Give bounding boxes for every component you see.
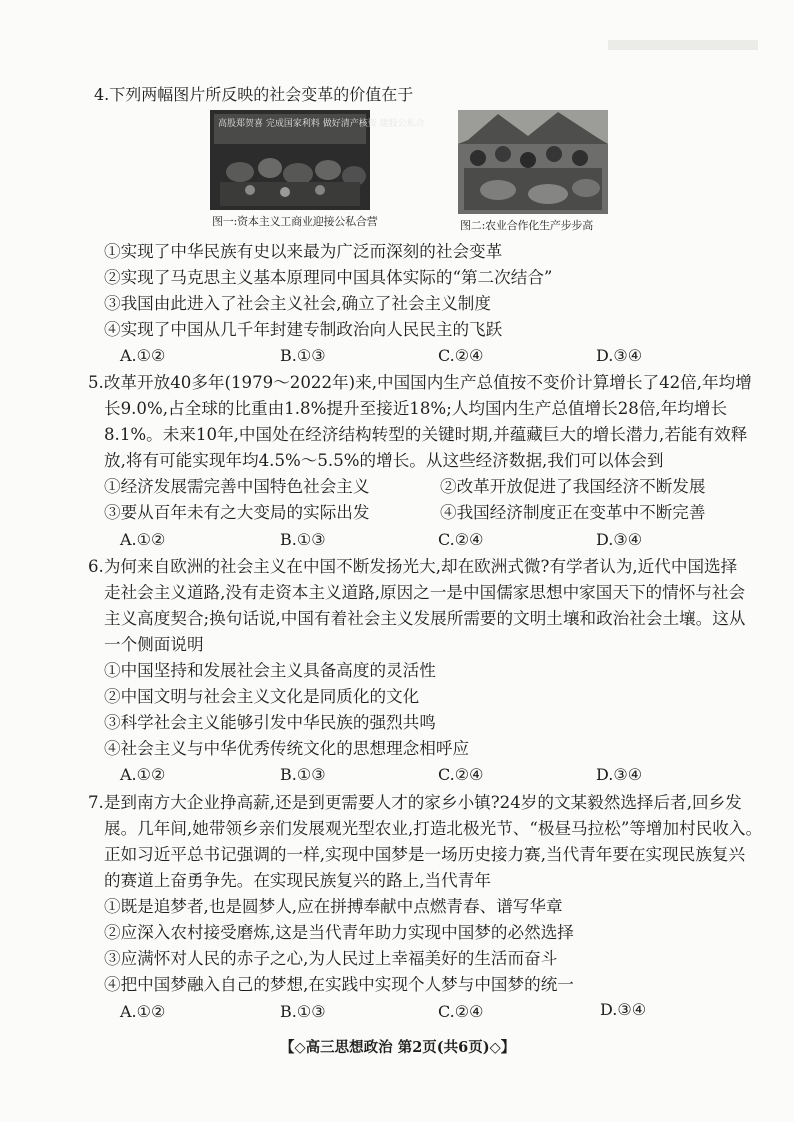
q5-choice-b: B.①③ xyxy=(280,530,326,549)
q6-option-1: ①中国坚持和发展社会主义具备高度的灵活性 xyxy=(104,661,436,680)
q6-choice-c: C.②④ xyxy=(438,765,484,784)
q6-line-2: 走社会主义道路,没有走资本主义道路,原因之一是中国儒家思想中家国天下的情怀与社会 xyxy=(104,583,746,602)
q4-option-1: ①实现了中华民族有史以来最为广泛而深刻的社会变革 xyxy=(104,242,503,261)
q5-choice-c: C.②④ xyxy=(438,530,484,549)
q7-choice-c: C.②④ xyxy=(438,1002,484,1021)
q6-choice-b: B.①③ xyxy=(280,765,326,784)
q6-option-3: ③科学社会主义能够引发中华民族的强烈共鸣 xyxy=(104,713,436,732)
q5-line-2: 长9.0%,占全球的比重由1.8%提升至接近18%;人均国内生产总值增长28倍,年均增长 xyxy=(104,399,728,418)
q5-choice-d: D.③④ xyxy=(596,530,643,549)
q7-line-4: 的赛道上奋勇争先。在实现民族复兴的路上,当代青年 xyxy=(104,871,491,890)
q4-option-4: ④实现了中国从几千年封建专制政治向人民民主的飞跃 xyxy=(104,320,503,339)
q6-option-2: ②中国文明与社会主义文化是同质化的文化 xyxy=(104,687,420,706)
q7-choice-a: A.①② xyxy=(120,1002,166,1021)
q7-choice-d: D.③④ xyxy=(600,1000,647,1019)
q7-option-3: ③应满怀对人民的赤子之心,为人民过上幸福美好的生活而奋斗 xyxy=(104,949,558,968)
q7-line-3: 正如习近平总书记强调的一样,实现中国梦是一场历史接力赛,当代青年要在实现民族复兴 xyxy=(104,845,746,864)
q4-choice-b: B.①③ xyxy=(280,346,326,365)
q6-line-3: 主义高度契合;换句话说,中国有着社会主义发展所需要的文明土壤和政治社会土壤。这从 xyxy=(104,609,746,628)
q6-line-4: 一个侧面说明 xyxy=(104,635,204,654)
q7-line-2: 展。几年间,她带领乡亲们发展观光型农业,打造北极光节、“极昼马拉松”等增加村民收入。 xyxy=(104,819,763,838)
q4-stem: 4.下列两幅图片所反映的社会变革的价值在于 xyxy=(94,85,414,104)
q6-option-4: ④社会主义与中华优秀传统文化的思想理念相呼应 xyxy=(104,739,470,758)
q5-option-2: ②改革开放促进了我国经济不断发展 xyxy=(440,477,706,496)
q4-option-3: ③我国由此进入了社会主义社会,确立了社会主义制度 xyxy=(104,294,491,313)
figure1-caption: 图一:资本主义工商业迎接公私合营 xyxy=(212,215,378,228)
q7-option-2: ②应深入农村接受磨炼,这是当代青年助力实现中国梦的必然选择 xyxy=(104,923,574,942)
q6-line-1: 6.为何来自欧洲的社会主义在中国不断发扬光大,却在欧洲式微?有学者认为,近代中国选择 xyxy=(88,557,738,576)
q7-choice-b: B.①③ xyxy=(280,1002,326,1021)
page-footer: 【◇高三思想政治 第2页(共6页)◇】 xyxy=(280,1039,516,1056)
q5-option-4: ④我国经济制度正在变革中不断完善 xyxy=(440,503,706,522)
q6-choice-d: D.③④ xyxy=(596,765,643,784)
scan-shadow xyxy=(608,40,758,50)
q5-option-1: ①经济发展需完善中国特色社会主义 xyxy=(104,477,370,496)
figure1-photo xyxy=(210,110,425,210)
q4-choice-c: C.②④ xyxy=(438,346,484,365)
q4-choice-d: D.③④ xyxy=(596,346,643,365)
figure2-photo xyxy=(458,110,608,214)
q4-option-2: ②实现了马克思主义基本原理同中国具体实际的“第二次结合” xyxy=(104,268,553,287)
q5-line-3: 8.1%。未来10年,中国处在经济结构转型的关键时期,并蕴藏巨大的增长潜力,若能有效释 xyxy=(104,425,748,444)
q5-choice-a: A.①② xyxy=(120,530,166,549)
figure2-caption: 图二:农业合作化生产步步高 xyxy=(460,219,594,232)
q5-line-1: 5.改革开放40多年(1979～2022年)来,中国国内生产总值按不变价计算增长了42倍,年均增 xyxy=(88,373,752,392)
q5-line-4: 放,将有可能实现年均4.5%～5.5%的增长。从这些经济数据,我们可以体会到 xyxy=(104,451,664,470)
q7-option-1: ①既是追梦者,也是圆梦人,应在拼搏奉献中点燃青春、谱写华章 xyxy=(104,897,563,916)
q7-option-4: ④把中国梦融入自己的梦想,在实践中实现个人梦与中国梦的统一 xyxy=(104,975,574,994)
figure1-sign-text: 高股郑贺喜 完成国家利料 做好清产核资 建股公私合 xyxy=(218,119,425,129)
q7-line-1: 7.是到南方大企业挣高薪,还是到更需要人才的家乡小镇?24岁的文某毅然选择后者,回乡发 xyxy=(88,793,742,812)
q5-option-3: ③要从百年未有之大变局的实际出发 xyxy=(104,503,370,522)
q6-choice-a: A.①② xyxy=(120,765,166,784)
q4-choice-a: A.①② xyxy=(120,346,166,365)
